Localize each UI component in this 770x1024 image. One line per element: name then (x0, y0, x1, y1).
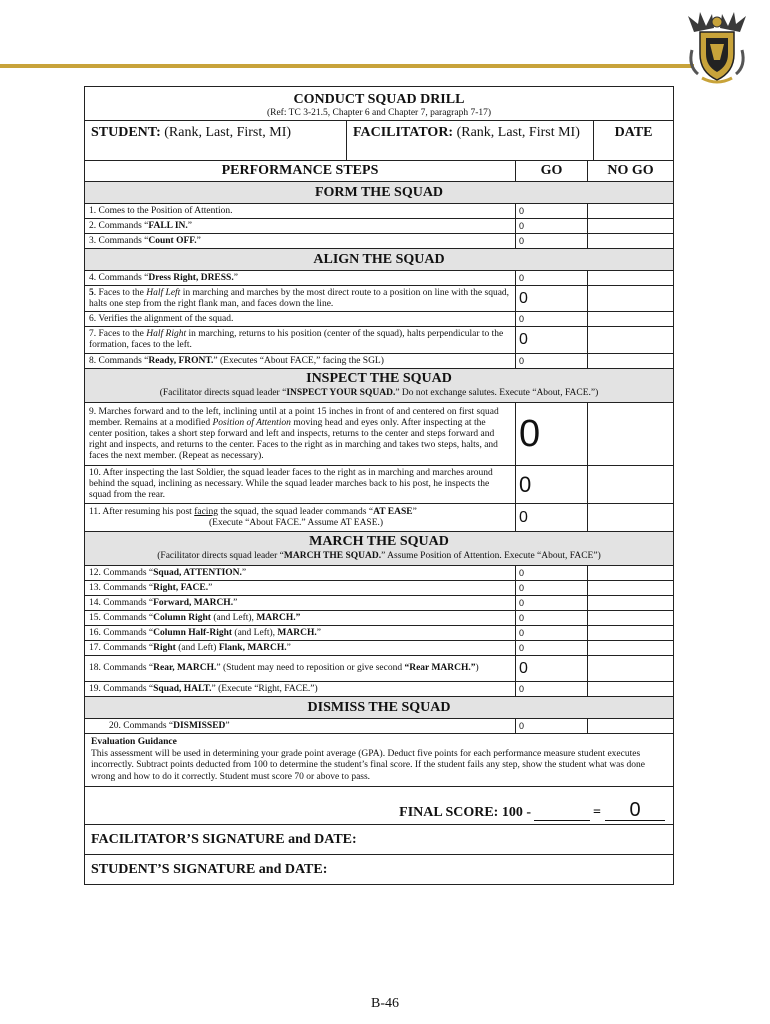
step-4-nogo[interactable] (588, 271, 673, 285)
step-13-go[interactable]: 0 (516, 581, 588, 595)
step-row (85, 311, 673, 326)
step-10-nogo[interactable] (588, 466, 673, 503)
column-header-row (85, 160, 673, 181)
facilitator-field[interactable] (347, 121, 594, 160)
step-1-nogo[interactable] (588, 204, 673, 218)
step-18-go[interactable]: 0 (516, 656, 588, 681)
step-7-go[interactable]: 0 (516, 327, 588, 353)
step-9-go[interactable]: 0 (516, 403, 588, 465)
step-17-text: 17. Commands “Right (and Left) Flank, MARCH.” (85, 641, 516, 655)
student-label: STUDENT: (91, 125, 161, 140)
step-16-nogo[interactable] (588, 626, 673, 640)
step-6-go[interactable]: 0 (516, 312, 588, 326)
date-label: DATE (614, 125, 653, 140)
step-9-nogo[interactable] (588, 403, 673, 465)
step-15-text: 15. Commands “Column Right (and Left), MARCH.” (85, 611, 516, 625)
step-17-go[interactable]: 0 (516, 641, 588, 655)
section-march-squad-note: (Facilitator directs squad leader “MARCH THE SQUAD.” Assume Position of Attention. Execute “About, FACE”) (157, 551, 601, 561)
step-17-nogo[interactable] (588, 641, 673, 655)
page-number: B-46 (371, 996, 399, 1011)
step-18-text: 18. Commands “Rear, MARCH.” (Student may need to reposition or give second “Rear MARCH.”) (85, 656, 516, 681)
section-inspect-squad-note: (Facilitator directs squad leader “INSPECT YOUR SQUAD.” Do not exchange salutes. Execute “About, FACE.”) (159, 388, 599, 398)
step-row (85, 233, 673, 248)
step-18-nogo[interactable] (588, 656, 673, 681)
final-score-equals: = (593, 805, 601, 820)
step-14-text: 14. Commands “Forward, MARCH.” (85, 596, 516, 610)
step-row (85, 640, 673, 655)
section-dismiss-squad-title: DISMISS THE SQUAD (307, 700, 451, 715)
step-row (85, 718, 673, 733)
step-10-go[interactable]: 0 (516, 466, 588, 503)
facilitator-signature-label: FACILITATOR’S SIGNATURE and DATE: (91, 831, 357, 847)
step-row (85, 681, 673, 696)
step-7-text: 7. Faces to the Half Right in marching, returns to his position (center of the squad), halts perpendicular to the formation, faces to the left. (85, 327, 516, 353)
step-19-nogo[interactable] (588, 682, 673, 696)
step-row (85, 565, 673, 580)
step-row (85, 655, 673, 681)
form-reference: (Ref: TC 3-21.5, Chapter 6 and Chapter 7, paragraph 7-17) (266, 108, 492, 118)
step-20-text: 20. Commands “DISMISSED” (85, 719, 516, 733)
final-score-label: FINAL SCORE: 100 - (399, 805, 532, 820)
step-12-nogo[interactable] (588, 566, 673, 580)
step-15-nogo[interactable] (588, 611, 673, 625)
section-dismiss-squad (85, 696, 673, 718)
step-row (85, 203, 673, 218)
final-score-value[interactable]: 0 (605, 800, 665, 821)
section-march-squad-title: MARCH THE SQUAD (309, 534, 449, 549)
go-header: GO (516, 161, 588, 181)
form-title-row (85, 87, 673, 120)
step-5-go[interactable]: 0 (516, 286, 588, 311)
guidance-text: This assessment will be used in determining your grade point average (GPA). Deduct five points for each performance measure student executes incorrectly. Subtract points deducted from 100 to determine the student’s final score. If the student fails any step, show the student what was done wrong and how to do it correctly. Student must score 70 or above to pass. (91, 748, 645, 782)
step-19-text: 19. Commands “Squad, HALT.” (Execute “Right, FACE.”) (85, 682, 516, 696)
guidance-title: Evaluation Guidance (91, 737, 177, 747)
step-6-nogo[interactable] (588, 312, 673, 326)
date-field[interactable] (594, 121, 673, 160)
step-11-nogo[interactable] (588, 504, 673, 531)
step-19-go[interactable]: 0 (516, 682, 588, 696)
step-row (85, 218, 673, 233)
step-15-go[interactable]: 0 (516, 611, 588, 625)
step-16-go[interactable]: 0 (516, 626, 588, 640)
step-row (85, 595, 673, 610)
step-1-text: 1. Comes to the Position of Attention. (85, 204, 516, 218)
step-3-go[interactable]: 0 (516, 234, 588, 248)
step-2-go[interactable]: 0 (516, 219, 588, 233)
nogo-header: NO GO (607, 163, 654, 178)
crest-logo-icon (686, 10, 748, 84)
section-march-squad (85, 531, 673, 565)
step-4-go[interactable]: 0 (516, 271, 588, 285)
step-5-text: 5. Faces to the Half Left in marching and marches by the most direct route to a position on line with the squad, halts one step from the right flank man, and faces down the line. (85, 286, 516, 311)
step-14-nogo[interactable] (588, 596, 673, 610)
step-4-text: 4. Commands “Dress Right, DRESS.” (85, 271, 516, 285)
step-row (85, 353, 673, 368)
final-score-row (85, 786, 673, 824)
form-title: CONDUCT SQUAD DRILL (293, 92, 465, 107)
step-row (85, 503, 673, 531)
step-3-text: 3. Commands “Count OFF.” (85, 234, 516, 248)
step-14-go[interactable]: 0 (516, 596, 588, 610)
step-5-nogo[interactable] (588, 286, 673, 311)
step-row (85, 610, 673, 625)
section-inspect-squad (85, 368, 673, 402)
step-2-text: 2. Commands “FALL IN.” (85, 219, 516, 233)
step-13-nogo[interactable] (588, 581, 673, 595)
step-row (85, 465, 673, 503)
step-1-go[interactable]: 0 (516, 204, 588, 218)
section-form-squad (85, 181, 673, 203)
step-row (85, 270, 673, 285)
squad-drill-form (84, 86, 674, 885)
step-16-text: 16. Commands “Column Half-Right (and Left), MARCH.” (85, 626, 516, 640)
step-12-go[interactable]: 0 (516, 566, 588, 580)
evaluation-guidance (85, 733, 673, 786)
step-13-text: 13. Commands “Right, FACE.” (85, 581, 516, 595)
step-8-go[interactable]: 0 (516, 354, 588, 368)
student-hint: (Rank, Last, First, MI) (164, 125, 292, 140)
step-20-go[interactable]: 0 (516, 719, 588, 733)
step-11-text: 11. After resuming his post facing the squad, the squad leader commands “AT EASE” (Execute “About FACE.” Assume AT EASE.) (85, 504, 516, 531)
header-fields-row (85, 120, 673, 160)
student-field[interactable] (85, 121, 347, 160)
perf-steps-header: PERFORMANCE STEPS (85, 161, 516, 181)
step-row (85, 580, 673, 595)
section-form-squad-title: FORM THE SQUAD (314, 185, 444, 200)
step-6-text: 6. Verifies the alignment of the squad. (85, 312, 516, 326)
step-9-text: 9. Marches forward and to the left, inclining until at a point 15 inches in front of and centered on first squad member. Remains at a modified Position of Attention moving head and eyes only. After inspecting at the center position, takes a short step forward and left and inspects, returns to the center and steps forward and right and inspects, and returns to the center. Faces to the right as in marching and takes two steps, halts, and faces the next member. (Repeat as necessary). (85, 403, 516, 465)
step-row (85, 625, 673, 640)
step-10-text: 10. After inspecting the last Soldier, the squad leader faces to the right as in marching and marches around behind the squad, inclining as necessary. While the squad leader marches back to his post, he inspects the squad from the rear. (85, 466, 516, 503)
facilitator-label: FACILITATOR: (353, 125, 454, 140)
step-3-nogo[interactable] (588, 234, 673, 248)
step-12-text: 12. Commands “Squad, ATTENTION.” (85, 566, 516, 580)
step-8-nogo[interactable] (588, 354, 673, 368)
student-signature-row[interactable] (85, 854, 673, 884)
step-2-nogo[interactable] (588, 219, 673, 233)
step-7-nogo[interactable] (588, 327, 673, 353)
section-inspect-squad-title: INSPECT THE SQUAD (306, 371, 452, 386)
section-align-squad (85, 248, 673, 270)
facilitator-hint: (Rank, Last, First MI) (456, 125, 580, 140)
facilitator-signature-row[interactable] (85, 824, 673, 854)
step-11-go[interactable]: 0 (516, 504, 588, 531)
step-row (85, 285, 673, 311)
step-row (85, 402, 673, 465)
header-accent-bar (0, 64, 694, 68)
step-8-text: 8. Commands “Ready, FRONT.” (Executes “About FACE,” facing the SGL) (85, 354, 516, 368)
points-deducted-field[interactable] (534, 808, 590, 821)
student-signature-label: STUDENT’S SIGNATURE and DATE: (91, 861, 328, 877)
step-20-nogo[interactable] (588, 719, 673, 733)
step-row (85, 326, 673, 353)
section-align-squad-title: ALIGN THE SQUAD (313, 252, 445, 267)
